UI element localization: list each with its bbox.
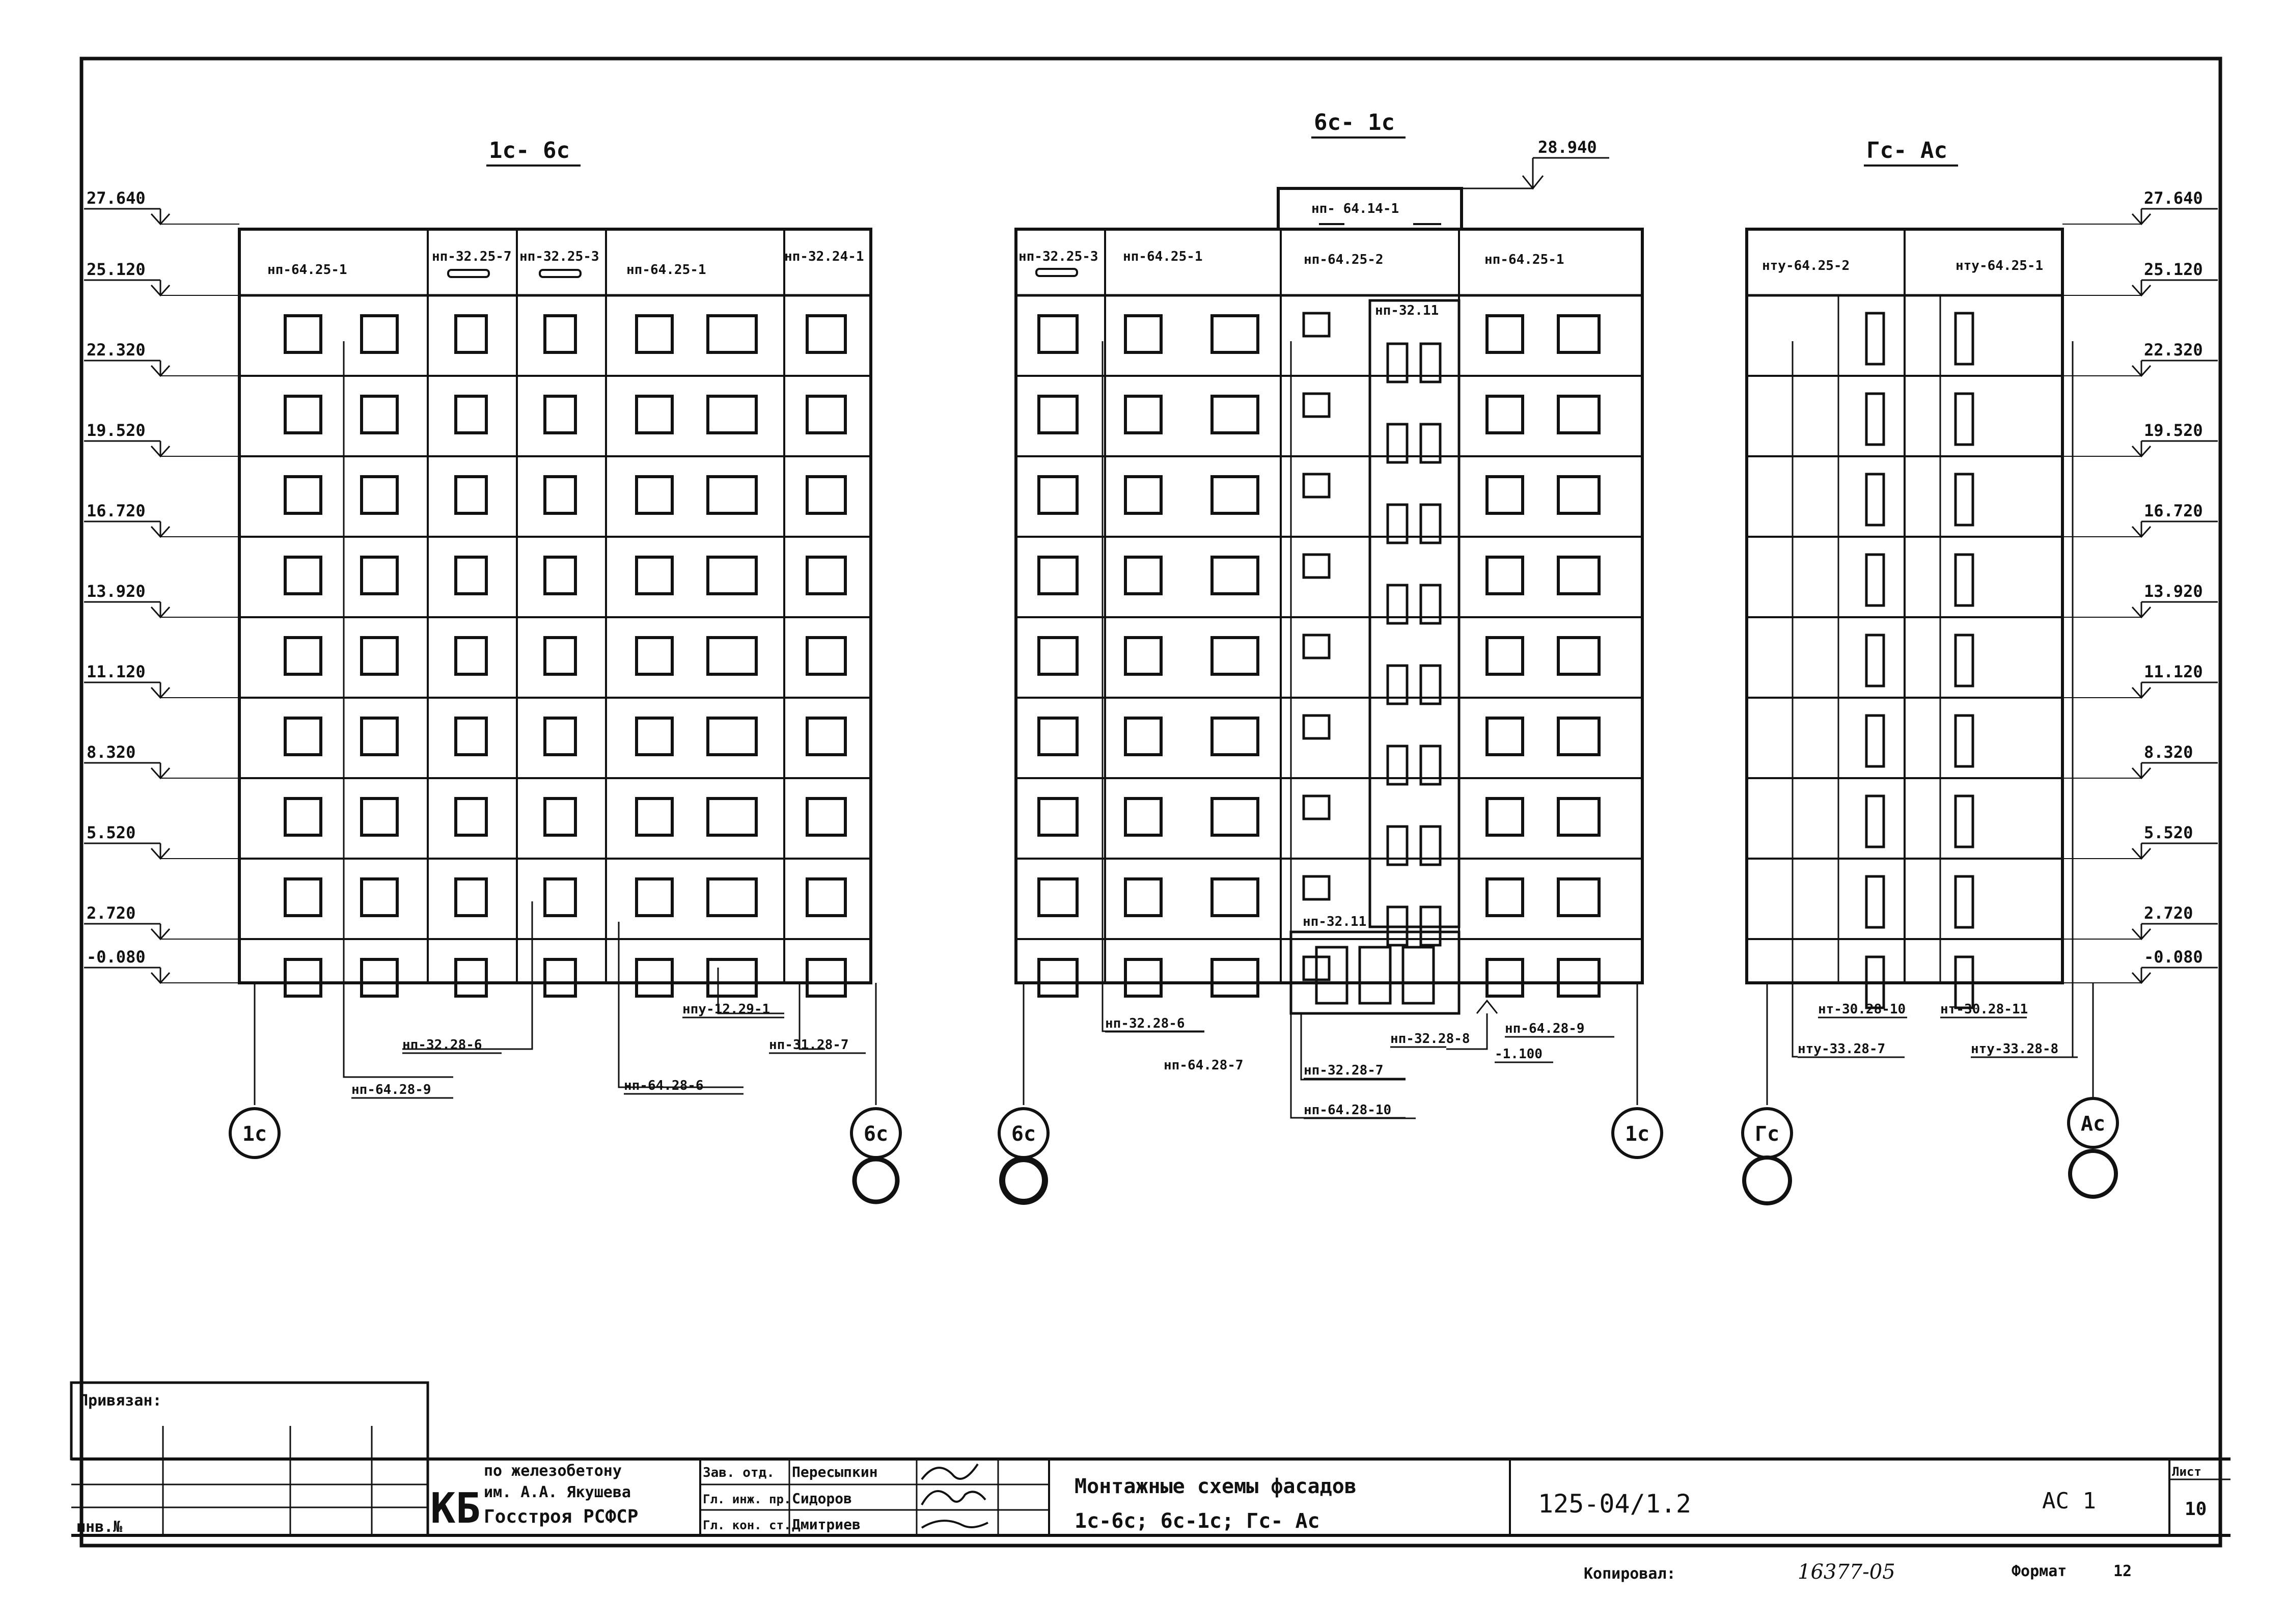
stair-window	[1956, 715, 1973, 766]
axis-label-6c-mid: 6c	[1011, 1122, 1036, 1146]
window	[362, 316, 397, 352]
window	[362, 557, 397, 594]
window	[362, 638, 397, 674]
window	[456, 316, 486, 352]
stair-window	[1956, 555, 1973, 605]
role-1: Зав. отд.	[703, 1465, 775, 1480]
window	[456, 799, 486, 835]
window	[1558, 557, 1599, 594]
elevation-value: 19.520	[87, 421, 146, 440]
window	[1212, 638, 1258, 674]
f3-top-label-1: нту-64.25-2	[1762, 258, 1850, 273]
elevation-value: -0.080	[87, 947, 146, 967]
f2-bottom-label-3: нп-32.28-8	[1390, 1031, 1470, 1047]
window	[545, 557, 575, 594]
window	[285, 638, 321, 674]
window	[637, 718, 672, 755]
window-small	[1304, 876, 1329, 899]
window	[1487, 638, 1523, 674]
window	[545, 879, 575, 916]
window-small	[1304, 635, 1329, 658]
window	[1125, 396, 1161, 433]
elevation-value: 13.920	[2144, 582, 2203, 601]
window	[1487, 959, 1523, 996]
window	[1558, 477, 1599, 513]
stair-window	[1956, 876, 1973, 927]
window	[1125, 879, 1161, 916]
elevation-value: 8.320	[2144, 742, 2193, 762]
window	[285, 316, 321, 352]
drawing-subtitle: 1с-6с; 6с-1с; Гс- Ас	[1075, 1509, 1320, 1533]
privyazan-label: Привязан:	[79, 1392, 162, 1410]
window	[637, 959, 672, 996]
window	[807, 718, 845, 755]
stair-window	[1866, 555, 1884, 605]
window	[1558, 959, 1599, 996]
window	[1212, 316, 1258, 352]
axis-label-1c-left: 1c	[242, 1122, 267, 1146]
window	[1212, 959, 1258, 996]
window	[637, 477, 672, 513]
window	[637, 638, 672, 674]
window	[807, 316, 845, 352]
sheet-code: АС 1	[2042, 1488, 2096, 1514]
window	[1558, 638, 1599, 674]
f1-top-label-4: нп-64.25-1	[626, 262, 706, 278]
f1-bottom-label-5: нп-64.28-6	[624, 1078, 704, 1093]
window	[708, 316, 756, 352]
sheet-number: 10	[2185, 1499, 2207, 1520]
f3-bottom-label-1: нт-30.28-10	[1818, 1002, 1906, 1017]
stair-window	[1866, 796, 1884, 847]
axis-label-Gc: Гс	[1754, 1122, 1780, 1146]
stair-window	[1956, 394, 1973, 445]
window	[637, 557, 672, 594]
window	[1212, 396, 1258, 433]
copied-value: 16377-05	[1798, 1560, 1895, 1584]
elevation-value: 13.920	[87, 582, 146, 601]
window	[807, 879, 845, 916]
f1-bottom-label-4: нп-64.28-9	[351, 1082, 431, 1097]
window	[708, 638, 756, 674]
f1-top-label-5: нп-32.24-1	[784, 249, 864, 264]
window	[1212, 718, 1258, 755]
window	[807, 799, 845, 835]
window	[1212, 879, 1258, 916]
f2-top-label-2: нп-64.25-1	[1123, 249, 1203, 264]
window	[456, 396, 486, 433]
f2-bottom-label-5: нп-64.28-10	[1304, 1103, 1392, 1118]
window	[1039, 879, 1077, 916]
elevation-value: 2.720	[2144, 903, 2193, 923]
f2-stair-label-bottom: нп-32.11	[1303, 914, 1367, 929]
window	[1487, 718, 1523, 755]
signature-2	[922, 1491, 985, 1505]
window	[1125, 959, 1161, 996]
elevation-value: 16.720	[87, 501, 146, 520]
window	[637, 316, 672, 352]
elevation-value: 25.120	[87, 260, 146, 279]
stair-window	[1956, 796, 1973, 847]
window	[285, 557, 321, 594]
window	[1039, 316, 1077, 352]
window	[1125, 477, 1161, 513]
f2-bottom-label-4: нп-32.28-7	[1304, 1063, 1384, 1078]
window	[1487, 316, 1523, 352]
facade-title-3: Гс- Ас	[1866, 137, 1947, 163]
window	[1558, 396, 1599, 433]
drawing-title: Монтажные схемы фасадов	[1075, 1475, 1357, 1498]
sheet-border	[81, 59, 2220, 1546]
f2-bottom-label-2: нп-64.28-7	[1164, 1058, 1244, 1073]
window	[545, 396, 575, 433]
elevation-value: 5.520	[2144, 823, 2193, 842]
window-small	[1304, 474, 1329, 497]
window	[545, 477, 575, 513]
window-small	[1304, 715, 1329, 738]
window	[545, 316, 575, 352]
window	[1039, 638, 1077, 674]
window	[456, 638, 486, 674]
f2-roof-label: нп- 64.14-1	[1311, 201, 1399, 216]
f1-top-label-2: нп-32.25-7	[432, 249, 512, 264]
window	[362, 396, 397, 433]
f3-top-label-2: нту-64.25-1	[1956, 258, 2044, 273]
window	[285, 396, 321, 433]
axis-label-6c-left: 6c	[863, 1122, 889, 1146]
window	[708, 396, 756, 433]
window	[1039, 799, 1077, 835]
org-line-1: по железобетону	[484, 1462, 622, 1480]
org-line-3: Госстроя РСФСР	[484, 1506, 639, 1527]
f2-top-label-1: нп-32.25-3	[1018, 249, 1098, 264]
window	[637, 879, 672, 916]
elevation-value: 22.320	[2144, 340, 2203, 360]
window	[708, 718, 756, 755]
org-logo: КБ	[430, 1484, 481, 1533]
axis-label-1c-mid: 1c	[1625, 1122, 1650, 1146]
window	[456, 879, 486, 916]
role-3: Гл. кон. ст.	[703, 1518, 791, 1532]
window	[1125, 799, 1161, 835]
facade-title-1: 1c- 6c	[489, 137, 570, 163]
window	[1212, 477, 1258, 513]
window	[708, 959, 756, 996]
window	[545, 718, 575, 755]
f2-roof-elevation: 28.940	[1538, 137, 1597, 157]
elevation-value: 22.320	[87, 340, 146, 360]
axis-label-Ac: Ас	[2080, 1112, 2106, 1136]
title-block	[71, 1383, 2231, 1536]
window	[807, 959, 845, 996]
window	[285, 799, 321, 835]
elevation-marks-right	[2062, 188, 2218, 983]
window	[807, 396, 845, 433]
facade-Gc-Ac	[1743, 229, 2117, 1203]
org-line-2: им. А.А. Якушева	[484, 1483, 631, 1501]
window-small	[1304, 555, 1329, 577]
window	[1487, 557, 1523, 594]
elevation-value: 19.520	[2144, 421, 2203, 440]
window	[1558, 316, 1599, 352]
window	[807, 557, 845, 594]
stair-window	[1866, 635, 1884, 686]
window	[1212, 557, 1258, 594]
window	[456, 959, 486, 996]
name-2: Сидоров	[792, 1490, 852, 1507]
f1-top-label-1: нп-64.25-1	[267, 262, 347, 278]
window	[1039, 477, 1077, 513]
window	[545, 799, 575, 835]
window	[1039, 396, 1077, 433]
elevation-marks-left	[84, 188, 239, 983]
facade-6c-1c	[999, 137, 1662, 1202]
window	[1487, 396, 1523, 433]
window	[708, 477, 756, 513]
window	[545, 638, 575, 674]
window	[1558, 879, 1599, 916]
signature-1	[922, 1464, 978, 1479]
f2-stair-label-top: нп-32.11	[1375, 303, 1439, 318]
elevation-value: 11.120	[2144, 662, 2203, 681]
f2-basement-elevation: -1.100	[1495, 1047, 1543, 1062]
window	[637, 799, 672, 835]
window	[285, 477, 321, 513]
window	[1558, 718, 1599, 755]
inv-no-label: инв.№	[76, 1518, 123, 1536]
window	[1125, 718, 1161, 755]
window	[285, 959, 321, 996]
f1-top-label-3: нп-32.25-3	[519, 249, 599, 264]
stair-window	[1866, 313, 1884, 364]
f1-bottom-label-3: нп-31.28-7	[769, 1037, 849, 1053]
window	[545, 959, 575, 996]
window	[637, 396, 672, 433]
window	[708, 879, 756, 916]
window	[362, 718, 397, 755]
name-1: Пересыпкин	[792, 1464, 878, 1480]
window	[1125, 557, 1161, 594]
elevation-value: 5.520	[87, 823, 136, 842]
elevation-value: 25.120	[2144, 260, 2203, 279]
role-2: Гл. инж. пр.	[703, 1492, 791, 1506]
window	[1125, 638, 1161, 674]
elevation-value: 16.720	[2144, 501, 2203, 520]
f3-bottom-label-2: нт-30.28-11	[1940, 1002, 2028, 1017]
f2-top-label-4: нп-64.25-1	[1484, 252, 1564, 267]
window	[807, 638, 845, 674]
f1-bottom-label-1: нпу-12.29-1	[682, 1002, 770, 1017]
window	[285, 879, 321, 916]
window	[362, 959, 397, 996]
copied-label: Копировал:	[1584, 1565, 1676, 1583]
window	[1487, 879, 1523, 916]
f2-bottom-label-1: нп-32.28-6	[1105, 1016, 1185, 1031]
window	[708, 557, 756, 594]
window	[456, 477, 486, 513]
elevation-value: 27.640	[2144, 188, 2203, 208]
elevation-value: 8.320	[87, 742, 136, 762]
elevation-value: 2.720	[87, 903, 136, 923]
window	[1487, 799, 1523, 835]
window	[1212, 799, 1258, 835]
window	[1487, 477, 1523, 513]
stair-window	[1866, 876, 1884, 927]
window	[362, 799, 397, 835]
window	[1039, 557, 1077, 594]
format-label: Формат	[2012, 1562, 2067, 1580]
window	[285, 718, 321, 755]
stair-window	[1956, 313, 1973, 364]
facade-1c-6c	[230, 229, 900, 1202]
window	[1039, 959, 1077, 996]
stair-window	[1866, 394, 1884, 445]
window-small	[1304, 313, 1329, 336]
window-small	[1304, 394, 1329, 417]
window	[1039, 718, 1077, 755]
window	[362, 477, 397, 513]
window	[456, 718, 486, 755]
doc-code: 125-04/1.2	[1538, 1489, 1692, 1519]
format-value: 12	[2113, 1562, 2132, 1580]
window-small	[1304, 796, 1329, 819]
elevation-value: 11.120	[87, 662, 146, 681]
f2-top-label-3: нп-64.25-2	[1304, 252, 1384, 267]
window	[362, 879, 397, 916]
stair-window	[1866, 474, 1884, 525]
name-3: Дмитриев	[792, 1516, 861, 1533]
signature-3	[922, 1521, 988, 1528]
window	[708, 799, 756, 835]
elevation-value: -0.080	[2144, 947, 2203, 967]
f3-bottom-label-3: нту-33.28-7	[1798, 1041, 1886, 1057]
f2-bottom-label-6: нп-64.28-9	[1505, 1021, 1585, 1036]
window	[807, 477, 845, 513]
stair-window	[1956, 474, 1973, 525]
f3-bottom-label-4: нту-33.28-8	[1971, 1041, 2059, 1057]
stair-window	[1956, 635, 1973, 686]
window	[1125, 316, 1161, 352]
facade-title-2: 6c- 1c	[1314, 109, 1395, 135]
window	[1558, 799, 1599, 835]
window	[456, 557, 486, 594]
elevation-value: 27.640	[87, 188, 146, 208]
f1-bottom-label-2: нп-32.28-6	[402, 1037, 482, 1053]
stair-window	[1866, 715, 1884, 766]
sheet-label: Лист	[2172, 1465, 2201, 1479]
